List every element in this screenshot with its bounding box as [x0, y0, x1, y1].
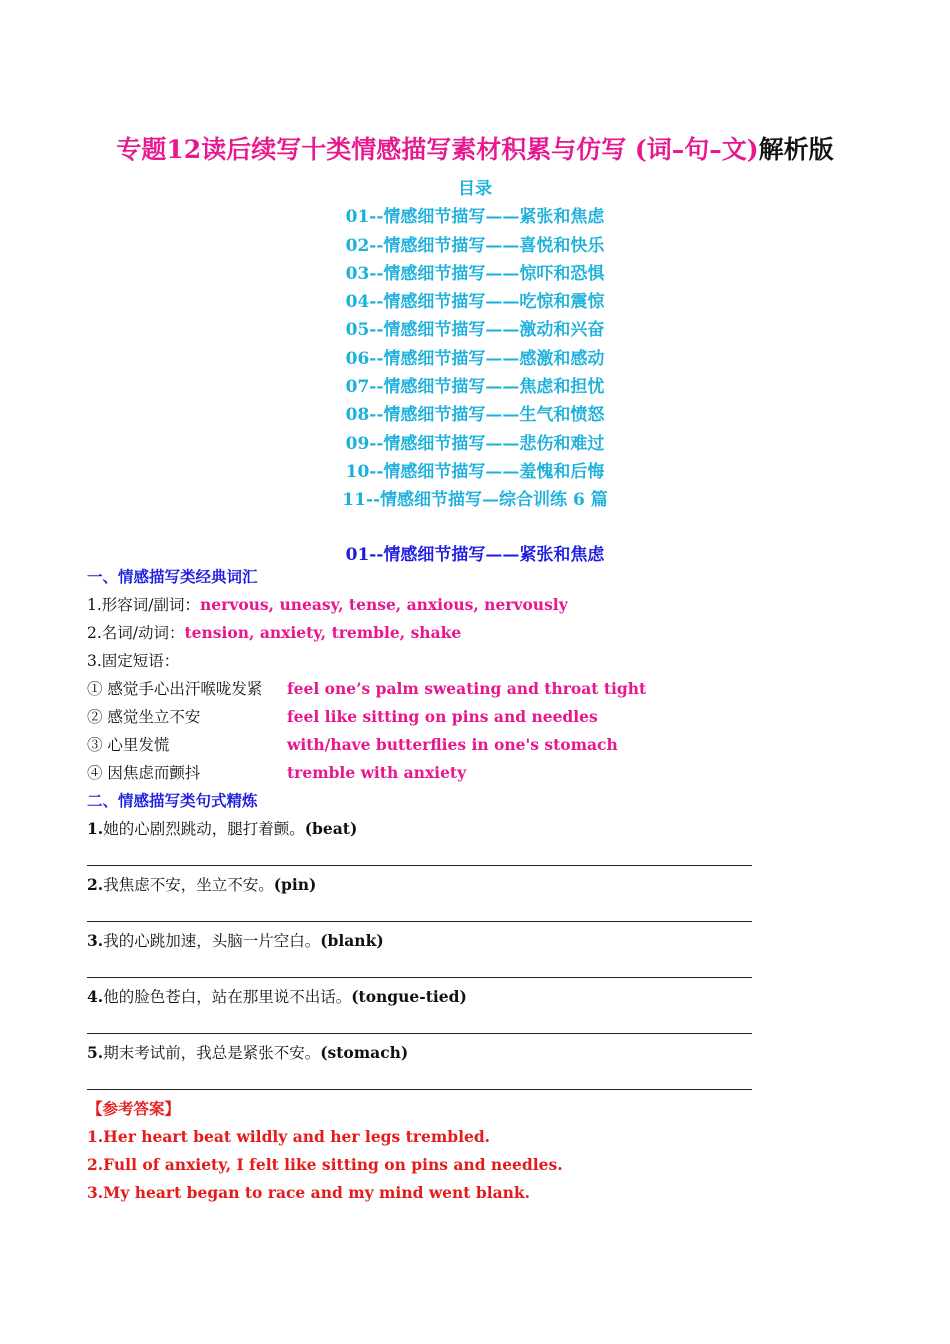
answer-blank[interactable] [87, 899, 767, 927]
exercise-number: 3. [87, 931, 104, 950]
phrase-en: feel one’s palm sweating and throat tight [287, 679, 647, 698]
toc-item[interactable]: 10--情感细节描写——羞愧和后悔 [345, 461, 605, 482]
toc-item[interactable]: 04--情感细节描写——吃惊和震惊 [345, 292, 605, 313]
phrase-row [87, 731, 767, 759]
section-title: 01--情感细节描写——紧张和焦虑 [345, 545, 605, 565]
answer-item: 2.Full of anxiety, I felt like sitting on pins and needles. [87, 1155, 563, 1174]
title-main: 专题12读后续写十类情感描写素材积累与仿写 (词–句–文) [116, 135, 759, 164]
exercise-text: 我焦虑不安，坐立不安。 [103, 876, 274, 894]
toc-item[interactable]: 01--情感细节描写——紧张和焦虑 [345, 207, 605, 228]
exercise-item [87, 983, 767, 1011]
exercise-item [87, 927, 767, 955]
toc-item[interactable]: 05--情感细节描写——激动和兴奋 [345, 320, 605, 341]
toc-item[interactable]: 08--情感细节描写——生气和愤怒 [345, 405, 605, 426]
toc-item[interactable]: 06--情感细节描写——感激和感动 [345, 348, 605, 369]
phrase-en: feel like sitting on pins and needles [287, 707, 598, 726]
phrase-cn: ④ 因焦虑而颤抖 [87, 764, 201, 782]
exercise-item [87, 815, 767, 843]
phrase-en: with/have butterflies in one's stomach [287, 735, 618, 754]
answer-blank[interactable] [87, 1067, 767, 1095]
phrase-cn: ① 感觉手心出汗喉咙发紧 [87, 680, 263, 698]
section-body [87, 563, 767, 1207]
noun-words: tension, anxiety, tremble, shake [184, 623, 462, 642]
answer-item: 3.My heart began to race and my mind went blank. [87, 1183, 531, 1202]
exercise-number: 4. [87, 987, 104, 1006]
answer-blank[interactable] [87, 955, 767, 983]
toc-heading: 目录 [458, 179, 492, 199]
exercise-text: 我的心跳加速，头脑一片空白。 [103, 932, 321, 950]
answer-item: 1.Her heart beat wildly and her legs trembled. [87, 1127, 491, 1146]
vocab-heading: 一、情感描写类经典词汇 [87, 567, 258, 586]
adj-label: 1.形容词/副词： [87, 596, 201, 614]
toc-item[interactable]: 09--情感细节描写——悲伤和难过 [345, 433, 605, 454]
adj-words: nervous, uneasy, tense, anxious, nervously [200, 595, 568, 614]
exercise-hint: (pin) [273, 875, 317, 894]
exercise-text: 她的心剧烈跳动，腿打着颤。 [103, 820, 305, 838]
phrase-en: tremble with anxiety [287, 763, 467, 782]
phrase-label: 3.固定短语： [87, 652, 180, 670]
phrase-row [87, 675, 767, 703]
exercise-number: 5. [87, 1043, 104, 1062]
exercise-hint: (stomach) [320, 1043, 409, 1062]
phrase-cn: ② 感觉坐立不安 [87, 708, 201, 726]
noun-label: 2.名词/动词： [87, 624, 185, 642]
exercise-hint: (blank) [320, 931, 384, 950]
phrase-cn: ③ 心里发慌 [87, 736, 170, 754]
exercise-number: 2. [87, 875, 104, 894]
exercise-item [87, 871, 767, 899]
toc-item[interactable]: 11--情感细节描写—综合训练 6 篇 [342, 490, 608, 511]
adj-line [87, 591, 767, 619]
document-title [0, 130, 950, 166]
exercise-hint: (beat) [304, 819, 358, 838]
answer-blank[interactable] [87, 843, 767, 871]
toc-item[interactable]: 02--情感细节描写——喜悦和快乐 [345, 235, 605, 256]
answer-blank[interactable] [87, 1011, 767, 1039]
title-suffix: 解析版 [758, 135, 834, 164]
toc-item[interactable]: 03--情感细节描写——惊吓和恐惧 [345, 263, 605, 284]
exercise-number: 1. [87, 819, 104, 838]
exercise-item [87, 1039, 767, 1067]
noun-line [87, 619, 767, 647]
answer-heading: 【参考答案】 [87, 1099, 181, 1118]
exercise-text: 期末考试前，我总是紧张不安。 [103, 1044, 321, 1062]
phrase-row [87, 759, 767, 787]
exercise-hint: (tongue-tied) [351, 987, 467, 1006]
sentence-heading: 二、情感描写类句式精炼 [87, 791, 258, 810]
phrase-row [87, 703, 767, 731]
toc-item[interactable]: 07--情感细节描写——焦虑和担忧 [345, 377, 605, 398]
table-of-contents [0, 175, 950, 515]
exercise-text: 他的脸色苍白，站在那里说不出话。 [103, 988, 352, 1006]
